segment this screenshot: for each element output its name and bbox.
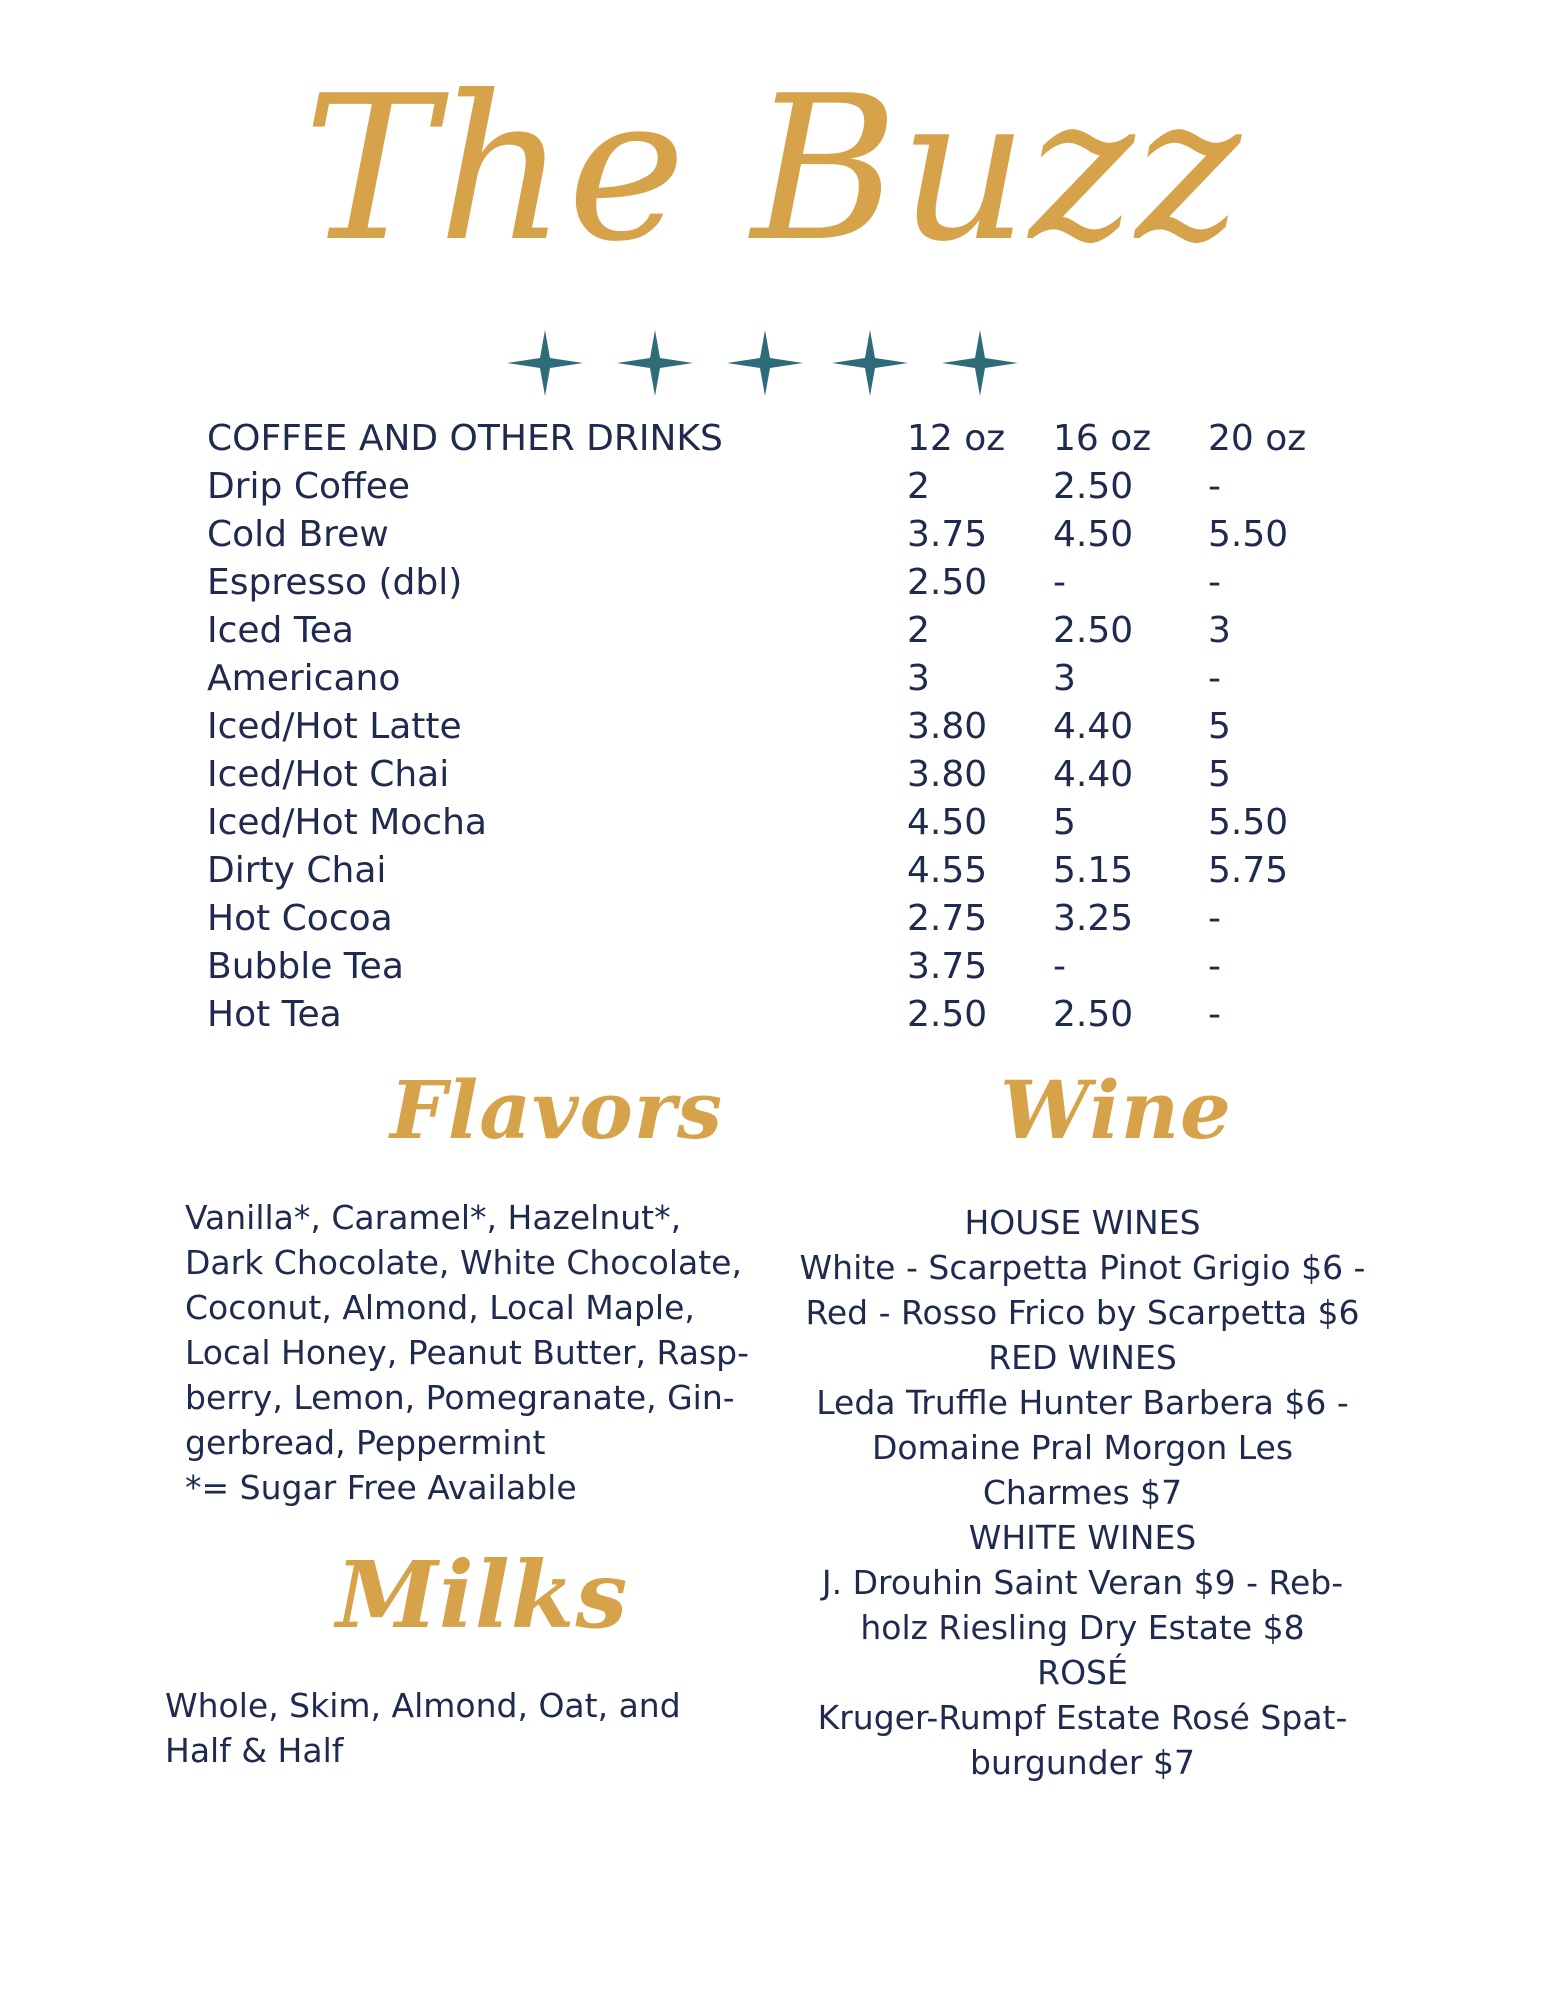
drink-row — [207, 847, 1347, 895]
milks-line: Half & Half — [165, 1731, 344, 1770]
drink-row — [207, 511, 1347, 559]
flavors-line: Dark Chocolate, White Chocolate, — [185, 1243, 742, 1282]
price-16oz: 2.50 — [1053, 610, 1134, 651]
price-12oz: 3.80 — [907, 706, 988, 747]
price-16oz: 4.40 — [1053, 706, 1134, 747]
drink-name: Americano — [207, 658, 401, 699]
four-point-star-icon — [727, 330, 803, 396]
drinks-table — [207, 415, 1347, 1039]
price-20oz: 5.50 — [1208, 514, 1289, 555]
size-20-header: 20 oz — [1208, 418, 1307, 459]
wine-line: Leda Truffle Hunter Barbera $6 - — [816, 1383, 1349, 1422]
four-point-star-icon — [617, 330, 693, 396]
flavors-line: Local Honey, Peanut Butter, Rasp- — [185, 1333, 750, 1372]
wine-list — [795, 1200, 1370, 1785]
milks-line: Whole, Skim, Almond, Oat, and — [165, 1686, 681, 1725]
drinks-table-header — [207, 415, 1347, 463]
wine-line: Red - Rosso Frico by Scarpetta $6 — [805, 1293, 1360, 1332]
price-20oz: - — [1208, 562, 1221, 603]
flavors-heading: Flavors — [390, 1063, 724, 1157]
price-12oz: 4.55 — [907, 850, 988, 891]
wine-line: Kruger-Rumpf Estate Rosé Spat- — [817, 1698, 1348, 1737]
drinks-section-title: COFFEE AND OTHER DRINKS — [207, 418, 723, 459]
price-16oz: 3.25 — [1053, 898, 1134, 939]
price-16oz: 2.50 — [1053, 994, 1134, 1035]
drink-name: Hot Cocoa — [207, 898, 393, 939]
drink-name: Iced/Hot Mocha — [207, 802, 487, 843]
wine-line: ROSÉ — [1037, 1653, 1128, 1692]
drink-row — [207, 463, 1347, 511]
drink-row — [207, 991, 1347, 1039]
price-12oz: 2.75 — [907, 898, 988, 939]
wine-line: Domaine Pral Morgon Les — [871, 1428, 1294, 1467]
price-12oz: 3.80 — [907, 754, 988, 795]
wine-line: J. Drouhin Saint Veran $9 - Reb- — [821, 1563, 1344, 1602]
price-20oz: - — [1208, 898, 1221, 939]
price-20oz: - — [1208, 658, 1221, 699]
flavors-list — [185, 1195, 765, 1510]
price-16oz: - — [1053, 562, 1066, 603]
wine-line: White - Scarpetta Pinot Grigio $6 - — [799, 1248, 1366, 1287]
price-16oz: 5 — [1053, 802, 1076, 843]
drink-row — [207, 751, 1347, 799]
price-12oz: 3.75 — [907, 946, 988, 987]
wine-line: burgunder $7 — [970, 1743, 1195, 1782]
drink-name: Bubble Tea — [207, 946, 404, 987]
price-20oz: - — [1208, 466, 1221, 507]
wine-line: WHITE WINES — [968, 1518, 1197, 1557]
price-12oz: 2 — [907, 610, 930, 651]
price-16oz: 2.50 — [1053, 466, 1134, 507]
drink-row — [207, 895, 1347, 943]
four-point-star-icon — [942, 330, 1018, 396]
drink-row — [207, 655, 1347, 703]
milks-heading: Milks — [336, 1541, 629, 1649]
price-16oz: 4.40 — [1053, 754, 1134, 795]
size-16-header: 16 oz — [1053, 418, 1152, 459]
price-16oz: 3 — [1053, 658, 1076, 699]
milks-list — [165, 1683, 725, 1773]
price-20oz: 5.50 — [1208, 802, 1289, 843]
wine-line: RED WINES — [988, 1338, 1177, 1377]
four-point-star-icon — [507, 330, 583, 396]
wine-line: Charmes $7 — [982, 1473, 1183, 1512]
price-20oz: - — [1208, 994, 1221, 1035]
drink-row — [207, 703, 1347, 751]
menu-title: The Buzz — [303, 53, 1242, 286]
drink-name: Iced/Hot Chai — [207, 754, 450, 795]
price-12oz: 2.50 — [907, 994, 988, 1035]
price-20oz: 5 — [1208, 754, 1231, 795]
flavors-line: *= Sugar Free Available — [185, 1468, 577, 1507]
flavors-line: Vanilla*, Caramel*, Hazelnut*, — [185, 1198, 682, 1237]
drink-row — [207, 943, 1347, 991]
size-12-header: 12 oz — [907, 418, 1006, 459]
price-20oz: - — [1208, 946, 1221, 987]
price-20oz: 5.75 — [1208, 850, 1289, 891]
drink-row — [207, 607, 1347, 655]
four-point-star-icon — [832, 330, 908, 396]
price-20oz: 3 — [1208, 610, 1231, 651]
flavors-line: gerbread, Peppermint — [185, 1423, 546, 1462]
price-20oz: 5 — [1208, 706, 1231, 747]
price-16oz: 5.15 — [1053, 850, 1134, 891]
wine-line: HOUSE WINES — [964, 1203, 1201, 1242]
flavors-line: berry, Lemon, Pomegranate, Gin- — [185, 1378, 735, 1417]
drink-row — [207, 799, 1347, 847]
drink-name: Drip Coffee — [207, 466, 411, 507]
drink-name: Iced Tea — [207, 610, 354, 651]
drink-name: Hot Tea — [207, 994, 342, 1035]
price-16oz: 4.50 — [1053, 514, 1134, 555]
drink-name: Dirty Chai — [207, 850, 387, 891]
wine-line: holz Riesling Dry Estate $8 — [860, 1608, 1305, 1647]
price-16oz: - — [1053, 946, 1066, 987]
drink-name: Iced/Hot Latte — [207, 706, 462, 747]
wine-heading: Wine — [1000, 1063, 1232, 1157]
price-12oz: 4.50 — [907, 802, 988, 843]
flavors-line: Coconut, Almond, Local Maple, — [185, 1288, 695, 1327]
stars-divider — [505, 328, 1025, 398]
price-12oz: 2 — [907, 466, 930, 507]
price-12oz: 3.75 — [907, 514, 988, 555]
drink-name: Cold Brew — [207, 514, 389, 555]
drink-row — [207, 559, 1347, 607]
drink-name: Espresso (dbl) — [207, 562, 463, 603]
price-12oz: 3 — [907, 658, 930, 699]
price-12oz: 2.50 — [907, 562, 988, 603]
